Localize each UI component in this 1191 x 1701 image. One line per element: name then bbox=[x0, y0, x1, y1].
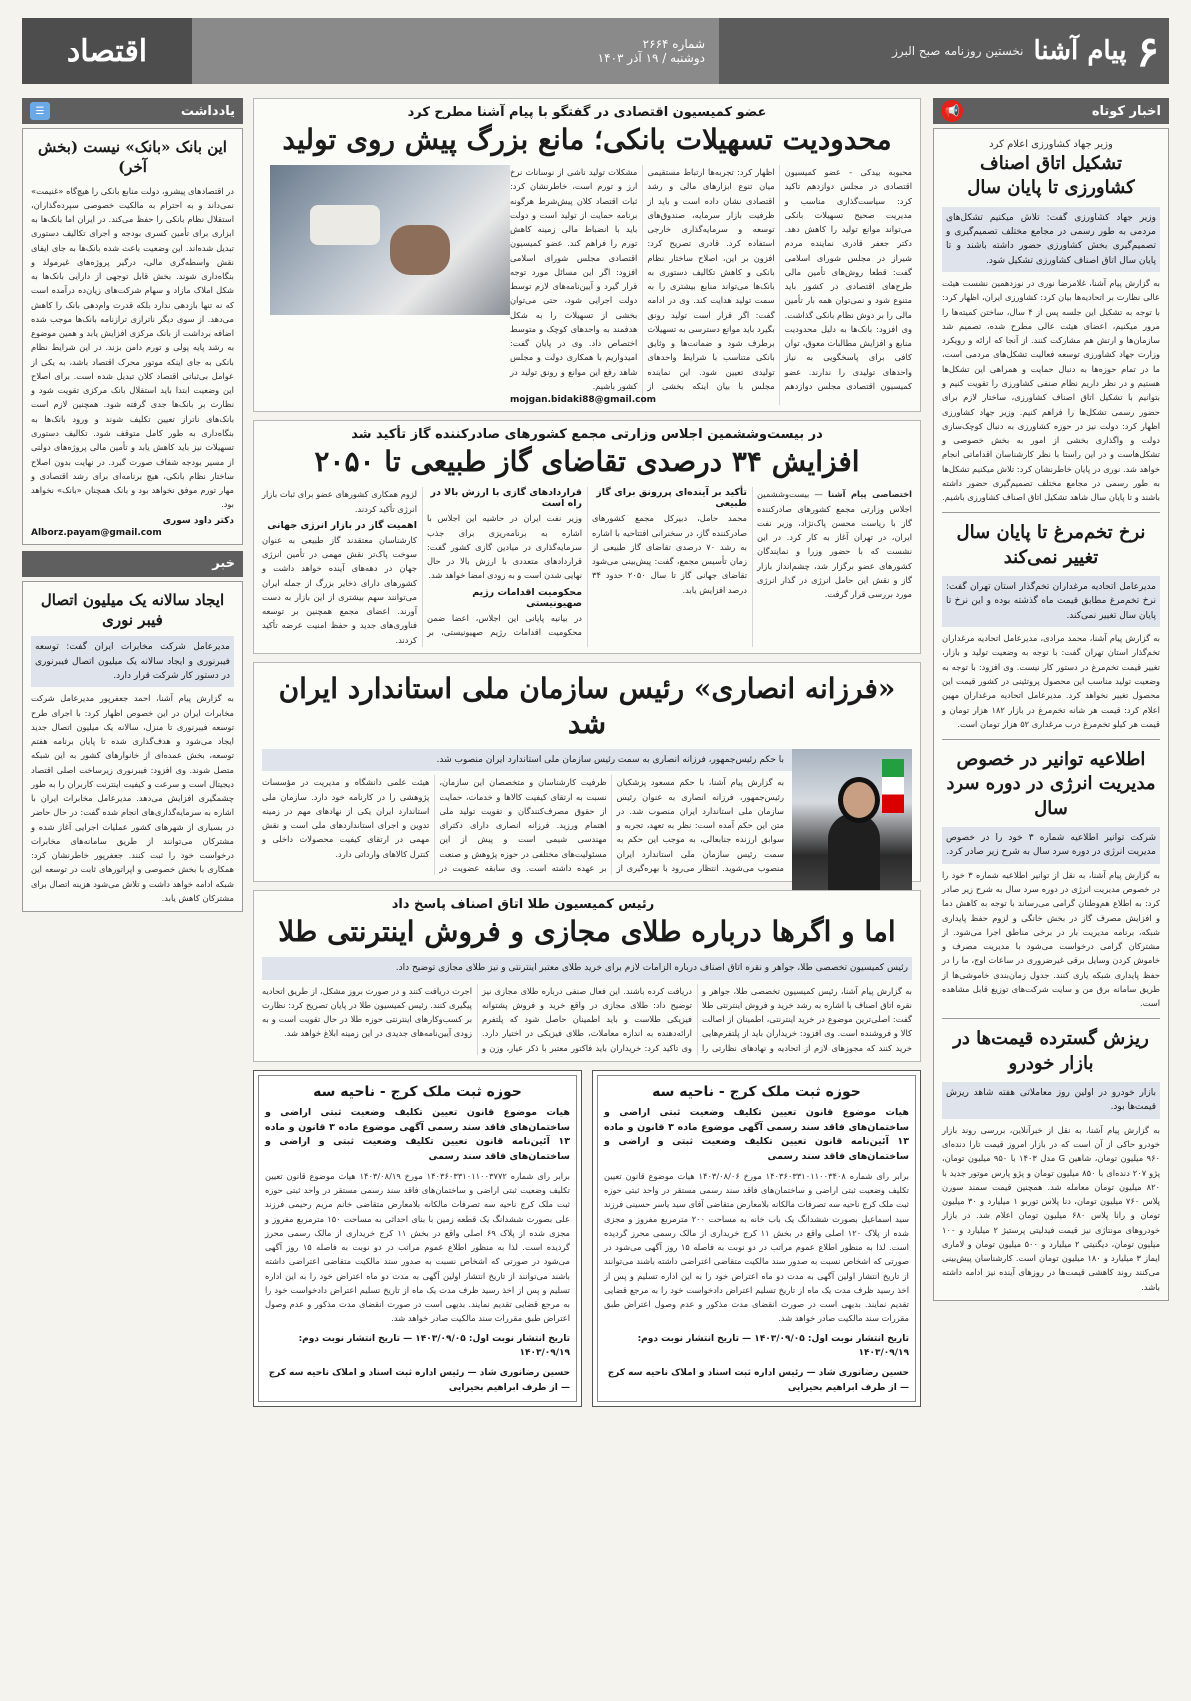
opinion-column bbox=[22, 98, 243, 1683]
news-label: خبر bbox=[212, 556, 235, 572]
notepad-icon: ☰ bbox=[30, 102, 50, 120]
masthead-brand bbox=[719, 18, 1169, 84]
issue-number: شماره ۲۶۶۴ bbox=[642, 37, 705, 51]
story-title: ریزش گسترده قیمت‌ها در بازار خودرو bbox=[953, 1028, 1149, 1074]
opinion-title: این بانک «بانک» نیست (بخش آخر) bbox=[38, 138, 227, 177]
news-title: ایجاد سالانه یک میلیون اتصال فیبر نوری bbox=[40, 590, 225, 629]
photo-hands bbox=[310, 205, 380, 245]
article-paragraph: محمد حامل، دبیرکل مجمع کشورهای صادرکننده گاز، در سخنرانی افتتاحیه با اشاره به رشد ۷۰ درصدی تقاضای گاز طبیعی از زمان تأسیس مجمع، گفت: پیش‌بینی می‌شود تقاضای جهانی گاز تا سال ۲۰۵۰ حدود ۳۴ درصد افزایش یابد. bbox=[592, 513, 747, 595]
tagline: نخستین روزنامه صبح البرز bbox=[892, 44, 1024, 58]
opinion-body: در اقتصادهای پیشرو، دولت منابع بانکی را هیچ‌گاه «غنیمت» نمی‌داند و به احترام به مالکیت خصوصی سپرده‌گذاران، استقلال نظام بانکی را حفظ می‌کند. در ایران اما بانک‌ها به ابزاری برای تأمین کسری بودجه و اجرای تکالیف دستوری تبدیل شده‌اند. این وضعیت باعث شده بانک‌ها به جای ایفای نقش واسطه‌گری مالی، درگیر پروژه‌های غیرمولد و بنگاه‌داری شوند. بخش قابل توجهی از دارایی بانک‌ها به شکل املاک مازاد و سهام شرکت‌های زیان‌ده درآمده است که نه تنها بازدهی ندارد بلکه قدرت وام‌دهی بانک را کاهش می‌دهد. از سوی دیگر ناترازی ترازنامه بانک‌ها موجب شده اضافه برداشت از بانک مرکزی افزایش یابد و همین موضوع به رشد پایه پولی و تورم دامن بزند. در این شرایط نظام بانکی به جای اینکه موتور محرک اقتصاد باشد، به یکی از عوامل بی‌ثباتی اقتصاد کلان تبدیل شده است. برای اصلاح این وضعیت ابتدا باید استقلال بانک مرکزی تقویت شود و نظارت بر بانک‌ها جدی گرفته شود. همچنین لازم است بانک‌های ناتراز تعیین تکلیف شوند و ورود بانک‌ها به بنگاه‌داری به طور کامل متوقف شود. تکالیف دستوری تسهیلات نیز باید کاهش یابد و تأمین مالی پروژه‌های دولتی از مسیر بودجه شفاف صورت گیرد. در نهایت بدون اصلاح ساختار نظام بانکی، هیچ برنامه‌ای برای رشد اقتصادی و مهار تورم موفق نخواهد بود و بانک همچنان «بانک» نخواهد بود. bbox=[31, 185, 234, 510]
notice-body: برابر رای شماره ۱۴۰۳۶۰۳۳۱۰۱۱۰۰۳۴۰۸ مورخ ۱۴۰۳/۰۸/۰۶ هیات موضوع قانون تعیین تکلیف وضعیت ثبتی اراضی و ساختمان‌های فاقد سند رسمی مستقر در واحد ثبتی حوزه ثبت ملک کرج ناحیه سه تصرفات مالکانه بلامعارض متقاضی آقای سید یاسر حسینی فرزند سید اسماعیل بصورت ششدانگ یک باب خانه به مساحت ۲۰۰ مترمربع مفروز و مجزی شده از پلاک ۱۲۰ اصلی واقع در بخش ۱۱ کرج خریداری از مالک رسمی محرز گردیده است. لذا به منظور اطلاع عموم مراتب در دو نوبت به فاصله ۱۵ روز آگهی می‌شود در صورتی که اشخاص نسبت به صدور سند مالکیت متقاضی اعتراضی داشته باشند می‌توانند از تاریخ انتشار اولین آگهی به مدت دو ماه اعتراض خود را به این اداره تسلیم و پس از اخذ رسید ظرف مدت یک ماه از تاریخ تسلیم اعتراض دادخواست خود را به مرجع قضایی تقدیم نمایند. بدیهی است در صورت انقضای مدت مذکور و عدم وصول اعتراض طبق مقررات سند مالکیت صادر خواهد شد. bbox=[604, 1170, 909, 1324]
news-box bbox=[22, 581, 243, 913]
article-headline: اما و اگرها درباره طلای مجازی و فروش اینترنتی طلا bbox=[278, 915, 896, 949]
notice-signature: حسین رضانوری شاد — رئیس اداره ثبت اسناد و املاک ناحیه سه کرج — از طرف ابراهیم بحیرایی bbox=[607, 1368, 909, 1393]
article-headline: «فرزانه انصاری» رئیس سازمان ملی استاندارد ایران شد bbox=[278, 671, 896, 740]
article-body-columns bbox=[262, 775, 784, 875]
notice-dates: تاریخ انتشار نوبت اول: ۱۴۰۳/۰۹/۰۵ — تاریخ انتشار نوبت دوم: ۱۴۰۳/۰۹/۱۹ bbox=[637, 1333, 909, 1359]
short-news-tab bbox=[933, 98, 1169, 124]
photo-hands bbox=[390, 225, 450, 275]
notice-title: حوزه ثبت ملک کرج - ناحیه سه bbox=[652, 1083, 861, 1100]
article-headline: افزایش ۳۴ درصدی تقاضای گاز طبیعی تا ۲۰۵۰ bbox=[314, 445, 860, 479]
page-number: ۶ bbox=[1136, 26, 1159, 76]
article-body-columns bbox=[510, 165, 912, 405]
person-head bbox=[838, 777, 880, 823]
news-lead: مدیرعامل شرکت مخابرات ایران گفت: توسعه فیبرنوری و ایجاد سالانه یک میلیون اتصال فیبرنوری در دستور کار شرکت قرار دارد. bbox=[31, 636, 234, 687]
opinion-label: یادداشت bbox=[180, 103, 235, 119]
masthead-issue-info bbox=[192, 18, 719, 84]
article-body: به گزارش پیام آشنا، با حکم مسعود پزشکیان رئیس‌جمهور، فرزانه انصاری به عنوان رئیس سازمان ملی استاندارد ایران منصوب شد. در متن این حکم آمده است: نظر به تعهد، تجربه و سوابق ارزنده جنابعالی، به موجب این حکم به سمت رئیس سازمان ملی استاندارد ایران منصوب می‌شوید. انتظار می‌رود با بهره‌گیری از ظرفیت کارشناسان و متخصصان این سازمان، نسبت به ارتقای کیفیت کالاها و خدمات، حمایت از حقوق مصرف‌کنندگان و تقویت تولید ملی اهتمام ورزید. فرزانه انصاری دارای دکترای مهندسی شیمی است و پیش از این مسئولیت‌های مختلفی در حوزه پژوهش و صنعت بر عهده داشته است. وی سابقه عضویت در هیئت علمی دانشگاه و مدیریت در مؤسسات پژوهشی را در کارنامه خود دارد. سازمان ملی استاندارد ایران یکی از نهادهای مهم در زمینه تدوین و اجرای استانداردهای ملی است و نقش مهمی در ارتقای کیفیت محصولات داخلی و کنترل کالاهای وارداتی دارد. bbox=[262, 777, 784, 873]
bank-counter-photo bbox=[270, 165, 510, 315]
story-title: اطلاعیه توانیر در خصوص مدیریت انرژی در دوره سرد سال bbox=[946, 749, 1156, 819]
article-kicker: در بیست‌وششمین اجلاس وزارتی مجمع کشورهای صادرکننده گاز تأکید شد bbox=[351, 427, 823, 443]
story-body: به گزارش پیام آشنا، به نقل از توانیر اطلاعیه شماره ۳ خود را در خصوص مدیریت انرژی در دوره سرد سال به شرح زیر صادر کرد: به اطلاع هم‌وطنان گرامی می‌رساند با توجه به کاهش دما و افزایش مصرف گاز در بخش خانگی و لزوم حفظ پایداری شبکه، برنامه مدیریت بار در برخی مناطق اجرا می‌شود. از مشترکان گرامی درخواست می‌شود با مدیریت مصرف و خاموش کردن وسایل برقی غیرضروری در ساعات اوج، ما را در حفظ پایداری شبکه یاری کنند. جدول زمان‌بندی خاموشی‌ها از طریق سامانه برق من و سایت شرکت‌های توزیع قابل مشاهده است. bbox=[942, 869, 1160, 1009]
article-text: بیست‌وششمین اجلاس وزارتی مجمع کشورهای صادرکننده گاز با ریاست محسن پاک‌نژاد، وزیر نفت ایران، در تهران آغاز به کار کرد. در این نشست که با حضور وزرا و نمایندگان کشورهای عضو برگزار شد، چشم‌انداز بازار گاز و نقش این حامل انرژی در گذار انرژی مورد بررسی قرار گرفت. bbox=[757, 489, 912, 600]
article-bank-facilities bbox=[253, 98, 921, 412]
short-news-label: اخبار کوتاه bbox=[1091, 103, 1161, 119]
short-news-column bbox=[933, 98, 1169, 1683]
news-tab bbox=[22, 551, 243, 577]
article-body: به گزارش پیام آشنا، رئیس کمیسیون تخصصی طلا، جواهر و نقره اتاق اصناف با اشاره به رشد خرید و فروش اینترنتی طلا گفت: اصلی‌ترین موضوع در خرید اینترنتی، اطمینان از اصالت کالا و فروشنده است. وی افزود: خریداران باید از پلتفرم‌هایی خرید کنند که مجوزهای لازم از اتحادیه و نهادهای نظارتی را دریافت کرده باشند. این فعال صنفی درباره طلای مجازی نیز توضیح داد: طلای مجازی در واقع خرید و فروش پشتوانه فیزیکی طلاست و باید اطمینان حاصل شود که پلتفرم ارائه‌دهنده به اندازه معاملات، طلای فیزیکی در اختیار دارد. وی تاکید کرد: خریداران باید فاکتور معتبر با ذکر عیار، وزن و اجرت دریافت کنند و در صورت بروز مشکل، از طریق اتحادیه پیگیری کنند. رئیس کمیسیون طلا در پایان تصریح کرد: نظارت بر کسب‌وکارهای اینترنتی حوزه طلا در حال تقویت است و به زودی آیین‌نامه‌های جدیدی در این زمینه ابلاغ خواهد شد. bbox=[262, 985, 912, 1053]
article-gas-demand bbox=[253, 420, 921, 654]
article-subhead: قراردادهای گازی با ارزش بالا در راه است bbox=[430, 487, 582, 510]
article-subhead: تأکید بر آینده‌ای پررونق برای گاز طبیعی bbox=[596, 487, 747, 510]
legal-notices bbox=[253, 1070, 921, 1407]
article-paragraph: کارشناسان معتقدند گاز طبیعی به عنوان سوخت پاک‌تر نقش مهمی در تأمین انرژی جهان در دهه‌های آینده خواهد داشت و کشورهای دارای ذخایر بزرگ از جمله ایران می‌توانند سهم بیشتری از این بازار به دست آورند. اعضای مجمع همچنین بر توسعه فناوری‌های جدید و حفظ امنیت عرضه تأکید کردند. bbox=[262, 534, 417, 645]
article-headline: محدودیت تسهیلات بانکی؛ مانع بزرگ پیش روی تولید bbox=[282, 123, 892, 156]
story-lead: وزیر جهاد کشاورزی گفت: تلاش میکنیم تشکل‌های مردمی به طور رسمی در مجامع مختلف تصمیم‌گیری و تصمیم‌گیری بخش کشاورزی حضور داشته باشند و تا پایان سال اتاق اصناف کشاورزی تشکیل شود. bbox=[942, 207, 1160, 273]
article-body: محبوبه بیدکی - عضو کمیسیون اقتصادی در مجلس دوازدهم تاکید کرد: سیاست‌گذاری مناسب و مدیریت صحیح تسهیلات بانکی می‌تواند موانع تولید را کاهش دهد. دکتر جعفر قادری نماینده مردم شیراز در مجلس شورای اسلامی گفت: قطعا روش‌های تأمین مالی طرح‌های اقتصادی در کشور باید متنوع شود و نمی‌توان همه بار تأمین مالی را بر دوش نظام بانکی گذاشت. وی افزود: بانک‌ها به دلیل محدودیت منابع و افزایش مطالبات معوق، توان کافی برای پاسخگویی به نیاز واحدهای تولیدی را ندارند. عضو کمیسیون اقتصادی مجلس دوازدهم اظهار کرد: تجربه‌ها ارتباط مستقیمی میان تنوع ابزارهای مالی و رشد اقتصادی نشان داده است و باید از ظرفیت بازار سرمایه، صندوق‌های توسعه و سرمایه‌گذاری خارجی استفاده کرد. قادری تصریح کرد: افزون بر این، اصلاح ساختار نظام بانکی و کاهش تکالیف دستوری به بانک‌ها می‌تواند منابع بیشتری را به سمت تولید هدایت کند. وی در ادامه گفت: اگر قرار است تولید رونق بگیرد باید موانع دسترسی به تسهیلات برطرف شود و ضمانت‌ها و وثایق بانکی متناسب با شرایط واحدهای تولیدی تعیین شود. این نماینده مجلس با بیان اینکه بخشی از مشکلات تولید ناشی از نوسانات نرخ ارز و تورم است، خاطرنشان کرد: ثبات اقتصاد کلان پیش‌شرط هرگونه برنامه حمایت از تولید است و دولت باید با انضباط مالی زمینه کاهش تورم را فراهم کند. عضو کمیسیون اقتصادی مجلس شورای اسلامی افزود: اگر این مسائل مورد توجه قرار گیرد و آیین‌نامه‌های لازم توسط دولت اجرایی شود، حتی می‌توان بخشی از تسهیلات را به شکل هدفمند به واحدهای کوچک و متوسط اختصاص داد. وی در پایان گفت: امیدواریم با همکاری دولت و مجلس شاهد رفع این موانع و رونق تولید در کشور باشیم. bbox=[510, 167, 912, 391]
story-kicker: وزیر جهاد کشاورزی اعلام کرد bbox=[989, 139, 1113, 150]
notice-heading: هیات موضوع قانون تعیین تکلیف وضعیت ثبتی اراضی و ساختمان‌های فاقد سند رسمی آگهی موضوع ماده ۳ قانون و ماده ۱۳ آئین‌نامه قانون تعیین تکلیف وضعیت ثبتی و اراضی و ساختمان‌های فاقد سند رسمی bbox=[265, 1106, 570, 1163]
article-subhead: محکومیت اقدامات رژیم صهیونیستی bbox=[472, 586, 582, 609]
article-lead: رئیس کمیسیون تخصصی طلا، جواهر و نقره اتاق اصناف درباره الزامات لازم برای خرید طلای معتبر اینترنتی و نیز طلای مجازی توضیح داد. bbox=[262, 957, 912, 979]
story-lead: مدیرعامل اتحادیه مرغداران تخم‌گذار استان تهران گفت: نرخ تخم‌مرغ مطابق قیمت ماه گذشته بوده و این نرخ تا پایان سال تغییر نمی‌کند. bbox=[942, 576, 1160, 627]
story-title: نرخ تخم‌مرغ تا پایان سال تغییر نمی‌کند bbox=[956, 522, 1146, 568]
article-paragraph: اختصاصی پیام آشنا — بیست‌وششمین اجلاس وزارتی مجمع کشورهای صادرکننده گاز با ریاست محسن پاک‌نژاد، وزیر نفت ایران، در تهران آغاز به کار کرد. در این نشست که با حضور وزرا و نمایندگان کشورهای عضو برگزار شد، چشم‌انداز بازار گاز و نقش این حامل انرژی در گذار انرژی مورد بررسی قرار گرفت. bbox=[757, 489, 912, 600]
notice-heading: هیات موضوع قانون تعیین تکلیف وضعیت ثبتی اراضی و ساختمان‌های فاقد سند رسمی آگهی موضوع ماده ۳ قانون و ماده ۱۳ آئین‌نامه قانون تعیین تکلیف وضعیت ثبتی و اراضی و ساختمان‌های فاقد سند رسمی bbox=[604, 1106, 909, 1163]
portrait-photo bbox=[792, 749, 912, 901]
opinion-box bbox=[22, 128, 243, 545]
divider bbox=[942, 739, 1160, 740]
issue-date: دوشنبه / ۱۹ آذر ۱۴۰۳ bbox=[597, 51, 705, 65]
story-body: به گزارش پیام آشنا، محمد مرادی، مدیرعامل اتحادیه مرغداران تخم‌گذار استان تهران گفت: با توجه به وضعیت تولید و بازار، تغییر قیمت تخم‌مرغ در دستور کار نیست. وی افزود: با توجه به وضعیت تولید مناسب این محصول پروتئینی در کشور قیمت این محصول تغییر نخواهد کرد. مدیرعامل اتحادیه مرغداران مهین اعلام کرد: قیمت هر شانه تخم‌مرغ در بازار ۱۸۲ هزار تومان و قیمت هر کیلو تخم‌مرغ درب مرغداری ۵۲ هزار تومان است. bbox=[942, 633, 1160, 729]
author-email: mojgan.bidaki88@gmail.com bbox=[510, 395, 657, 406]
short-news-box bbox=[933, 128, 1169, 1301]
story-body: به گزارش پیام آشنا، غلامرضا نوری در نوزدهمین نشست هیئت عالی نظارت بر اتحادیه‌ها بیان کرد: کشاورزی ایران، اظهار کرد: با توجه به تشکیل این جلسه پس از ۴ سال، ساختن کمیته‌ها را مرور میکنیم، اعضای هیئت عالی مطرح شده، تصمیم شد سازمان‌ها و ارتش هم مشارکت کنند. از آنجا که ارائه و رویکرد وزارت جهاد کشاورزی توسعه فعالیت تشکل‌های مردمی است، ما در تمام حوزه‌ها به دنبال حمایت و همراهی این تشکل‌ها هستیم و در نظر داریم نظام صنفی کشاورزی را تقویت کنیم و بتوانیم با تشکیل اتاق اصناف کشاورزی، ساختار لازم برای حضور رسمی تشکل‌ها را فراهم کنیم. وزیر جهاد کشاورزی اظهار کرد: دولت نیز در حوزه کشاورزی به دنبال کوچک‌سازی دولت و واگذاری بخشی از امور به بخش خصوصی و تشکل‌هاست و در این راستا با نظر کارشناسان اقداماتی انجام خواهد شد. نوری در پایان خاطرنشان کرد: تلاش میکنیم تشکل‌ها به طور رسمی در مجامع مختلف تصمیم‌گیری حضور داشته باشند و تا پایان سال شاهد تشکیل اتاق اصناف کشاورزی باشیم. bbox=[942, 278, 1160, 503]
story-lead: شرکت توانیر اطلاعیه شماره ۳ خود را در خصوص مدیریت انرژی در دوره سرد سال به شرح زیر صادر کرد. bbox=[942, 827, 1160, 864]
article-lead: با حکم رئیس‌جمهور، فرزانه انصاری به سمت رئیس سازمان ملی استاندارد ایران منصوب شد. bbox=[262, 749, 912, 771]
article-standards-head bbox=[253, 662, 921, 882]
notice-body: برابر رای شماره ۱۴۰۳۶۰۳۳۱۰۱۱۰۰۳۷۷۲ مورخ ۱۴۰۳/۰۸/۱۹ هیات موضوع قانون تعیین تکلیف وضعیت ثبتی اراضی و ساختمان‌های فاقد سند رسمی مستقر در واحد ثبتی حوزه ثبت ملک کرج ناحیه سه تصرفات مالکانه بلامعارض متقاضی خانم مریم رحیمی فرزند علی بصورت ششدانگ یک قطعه زمین با بنای احداثی به مساحت ۱۵۰ مترمربع مفروز و مجزی شده از پلاک ۶۹ اصلی واقع در بخش ۱۱ کرج خریداری از مالک رسمی محرز گردیده است. لذا به منظور اطلاع عموم مراتب در دو نوبت به فاصله ۱۵ روز آگهی می‌شود در صورتی که اشخاص نسبت به صدور سند مالکیت متقاضی اعتراضی داشته باشند می‌توانند از تاریخ انتشار اولین آگهی به مدت دو ماه اعتراض خود را به این اداره تسلیم و پس از اخذ رسید ظرف مدت یک ماه از تاریخ تسلیم اعتراض دادخواست خود را به مرجع قضایی تقدیم نمایند. بدیهی است در صورت انقضای مدت مذکور و عدم وصول اعتراض طبق مقررات سند مالکیت صادر خواهد شد. bbox=[265, 1170, 570, 1324]
legal-notice bbox=[253, 1070, 582, 1407]
article-paragraph: وزیر نفت ایران در حاشیه این اجلاس با اشاره به برنامه‌ریزی برای جذب سرمایه‌گذاری در میادین گازی کشور گفت: قراردادهای متعددی با ارزش بالا در حال نهایی شدن است و به زودی امضا خواهد شد. bbox=[427, 513, 582, 581]
megaphone-icon: 📢 bbox=[941, 100, 963, 122]
article-paragraph: در بیانیه پایانی این اجلاس، اعضا ضمن محکومیت اقدامات رژیم صهیونیستی، بر لزوم همکاری کشورهای عضو برای ثبات بازار انرژی تأکید کردند. bbox=[262, 489, 582, 637]
opinion-tab bbox=[22, 98, 243, 124]
news-body: به گزارش پیام آشنا، احمد جعفرپور مدیرعامل شرکت مخابرات ایران در این خصوص اظهار کرد: با اجرای طرح توسعه فیبرنوری تا منزل، سالانه یک میلیون اتصال جدید ایجاد می‌شود و هدف‌گذاری شده تا پایان برنامه هفتم توسعه، بخش عمده‌ای از خانوارهای کشور به این شبکه متصل شوند. وی افزود: فیبرنوری زیرساخت اصلی اقتصاد دیجیتال است و سرعت و کیفیت اینترنت کاربران را به طور چشمگیری افزایش می‌دهد. مدیرعامل مخابرات ایران با اشاره به سرمایه‌گذاری‌های انجام شده گفت: در حال حاضر در بسیاری از شهرهای کشور عملیات اجرایی آغاز شده و مشترکان می‌توانند از طریق سامانه‌های مخابرات درخواست خود را ثبت کنند. جعفرپور خاطرنشان کرد: همکاری با بخش خصوصی و اپراتورهای ثابت در توسعه این شبکه ادامه خواهد داشت و تلاش می‌شود هزینه اتصال برای مشترکان کاهش یابد. bbox=[31, 693, 234, 903]
opinion-author: دکتر داود سوری bbox=[162, 515, 234, 526]
notice-dates: تاریخ انتشار نوبت اول: ۱۴۰۳/۰۹/۰۵ — تاریخ انتشار نوبت دوم: ۱۴۰۳/۰۹/۱۹ bbox=[298, 1333, 570, 1359]
article-subhead: اهمیت گاز در بازار انرژی جهانی bbox=[267, 519, 417, 531]
main-column bbox=[253, 98, 921, 1683]
article-body-columns bbox=[262, 487, 912, 647]
legal-notice-frame bbox=[597, 1075, 916, 1402]
masthead bbox=[22, 18, 1169, 84]
iran-flag bbox=[882, 759, 904, 813]
story-title: تشکیل اتاق اصناف کشاورزی تا پایان سال bbox=[967, 153, 1135, 199]
article-body-columns bbox=[262, 984, 912, 1055]
opinion-email: Alborz.payam@gmail.com bbox=[31, 527, 162, 538]
article-kicker: رئیس کمیسیون طلا اتاق اصناف پاسخ داد bbox=[391, 897, 655, 913]
notice-title: حوزه ثبت ملک کرج - ناحیه سه bbox=[313, 1083, 522, 1100]
divider bbox=[942, 1018, 1160, 1019]
notice-signature: حسین رضانوری شاد — رئیس اداره ثبت اسناد و املاک ناحیه سه کرج — از طرف ابراهیم بحیرایی bbox=[268, 1368, 570, 1393]
legal-notice-frame bbox=[258, 1075, 577, 1402]
story-body: به گزارش پیام آشنا، به نقل از خبرآنلاین، بررسی روند بازار خودرو حاکی از آن است که در بازار امروز قیمت تارا دنده‌ای ۹۶۰ میلیون تومان، شاهین G مدل ۱۴۰۳ با ۹۵۰ میلیون تومان، پژو ۲۰۷ دنده‌ای با ۸۵۰ میلیون تومان و پژو پارس موتور جدید با ۸۲۰ میلیون تومان معامله شد. همچنین قیمت سمند سورن پلاس ۷۶۰ میلیون تومان، دنا پلاس توربو ۱ میلیارد و ۳۰ میلیون تومان و رانا پلاس ۶۸۰ میلیون تومان اعلام شد. در بازار خودروهای مونتاژی نیز قیمت فیدلیتی پرستیژ ۲ میلیارد و ۱۰۰ میلیون تومان، دیگنیتی ۲ میلیارد و ۵۰۰ میلیون تومان و لاماری ایماز ۳ میلیارد و ۱۸۰ میلیون تومان است. کارشناسان پیش‌بینی می‌کنند روند کاهشی قیمت‌ها در روزهای آینده نیز ادامه داشته باشد. bbox=[942, 1124, 1161, 1292]
article-kicker: عضو کمیسیون اقتصادی در گفتگو با پیام آشنا مطرح کرد bbox=[407, 105, 767, 120]
story-lead: بازار خودرو در اولین روز معاملاتی هفته شاهد ریزش قیمت‌ها بود. bbox=[942, 1082, 1160, 1119]
reporter: اختصاصی پیام آشنا bbox=[828, 489, 912, 500]
section-name: اقتصاد bbox=[22, 18, 192, 84]
article-online-gold bbox=[253, 890, 921, 1062]
divider bbox=[942, 512, 1160, 513]
legal-notice bbox=[592, 1070, 921, 1407]
person-figure bbox=[828, 813, 880, 901]
newspaper-logo: پیام آشنا bbox=[1033, 36, 1127, 66]
